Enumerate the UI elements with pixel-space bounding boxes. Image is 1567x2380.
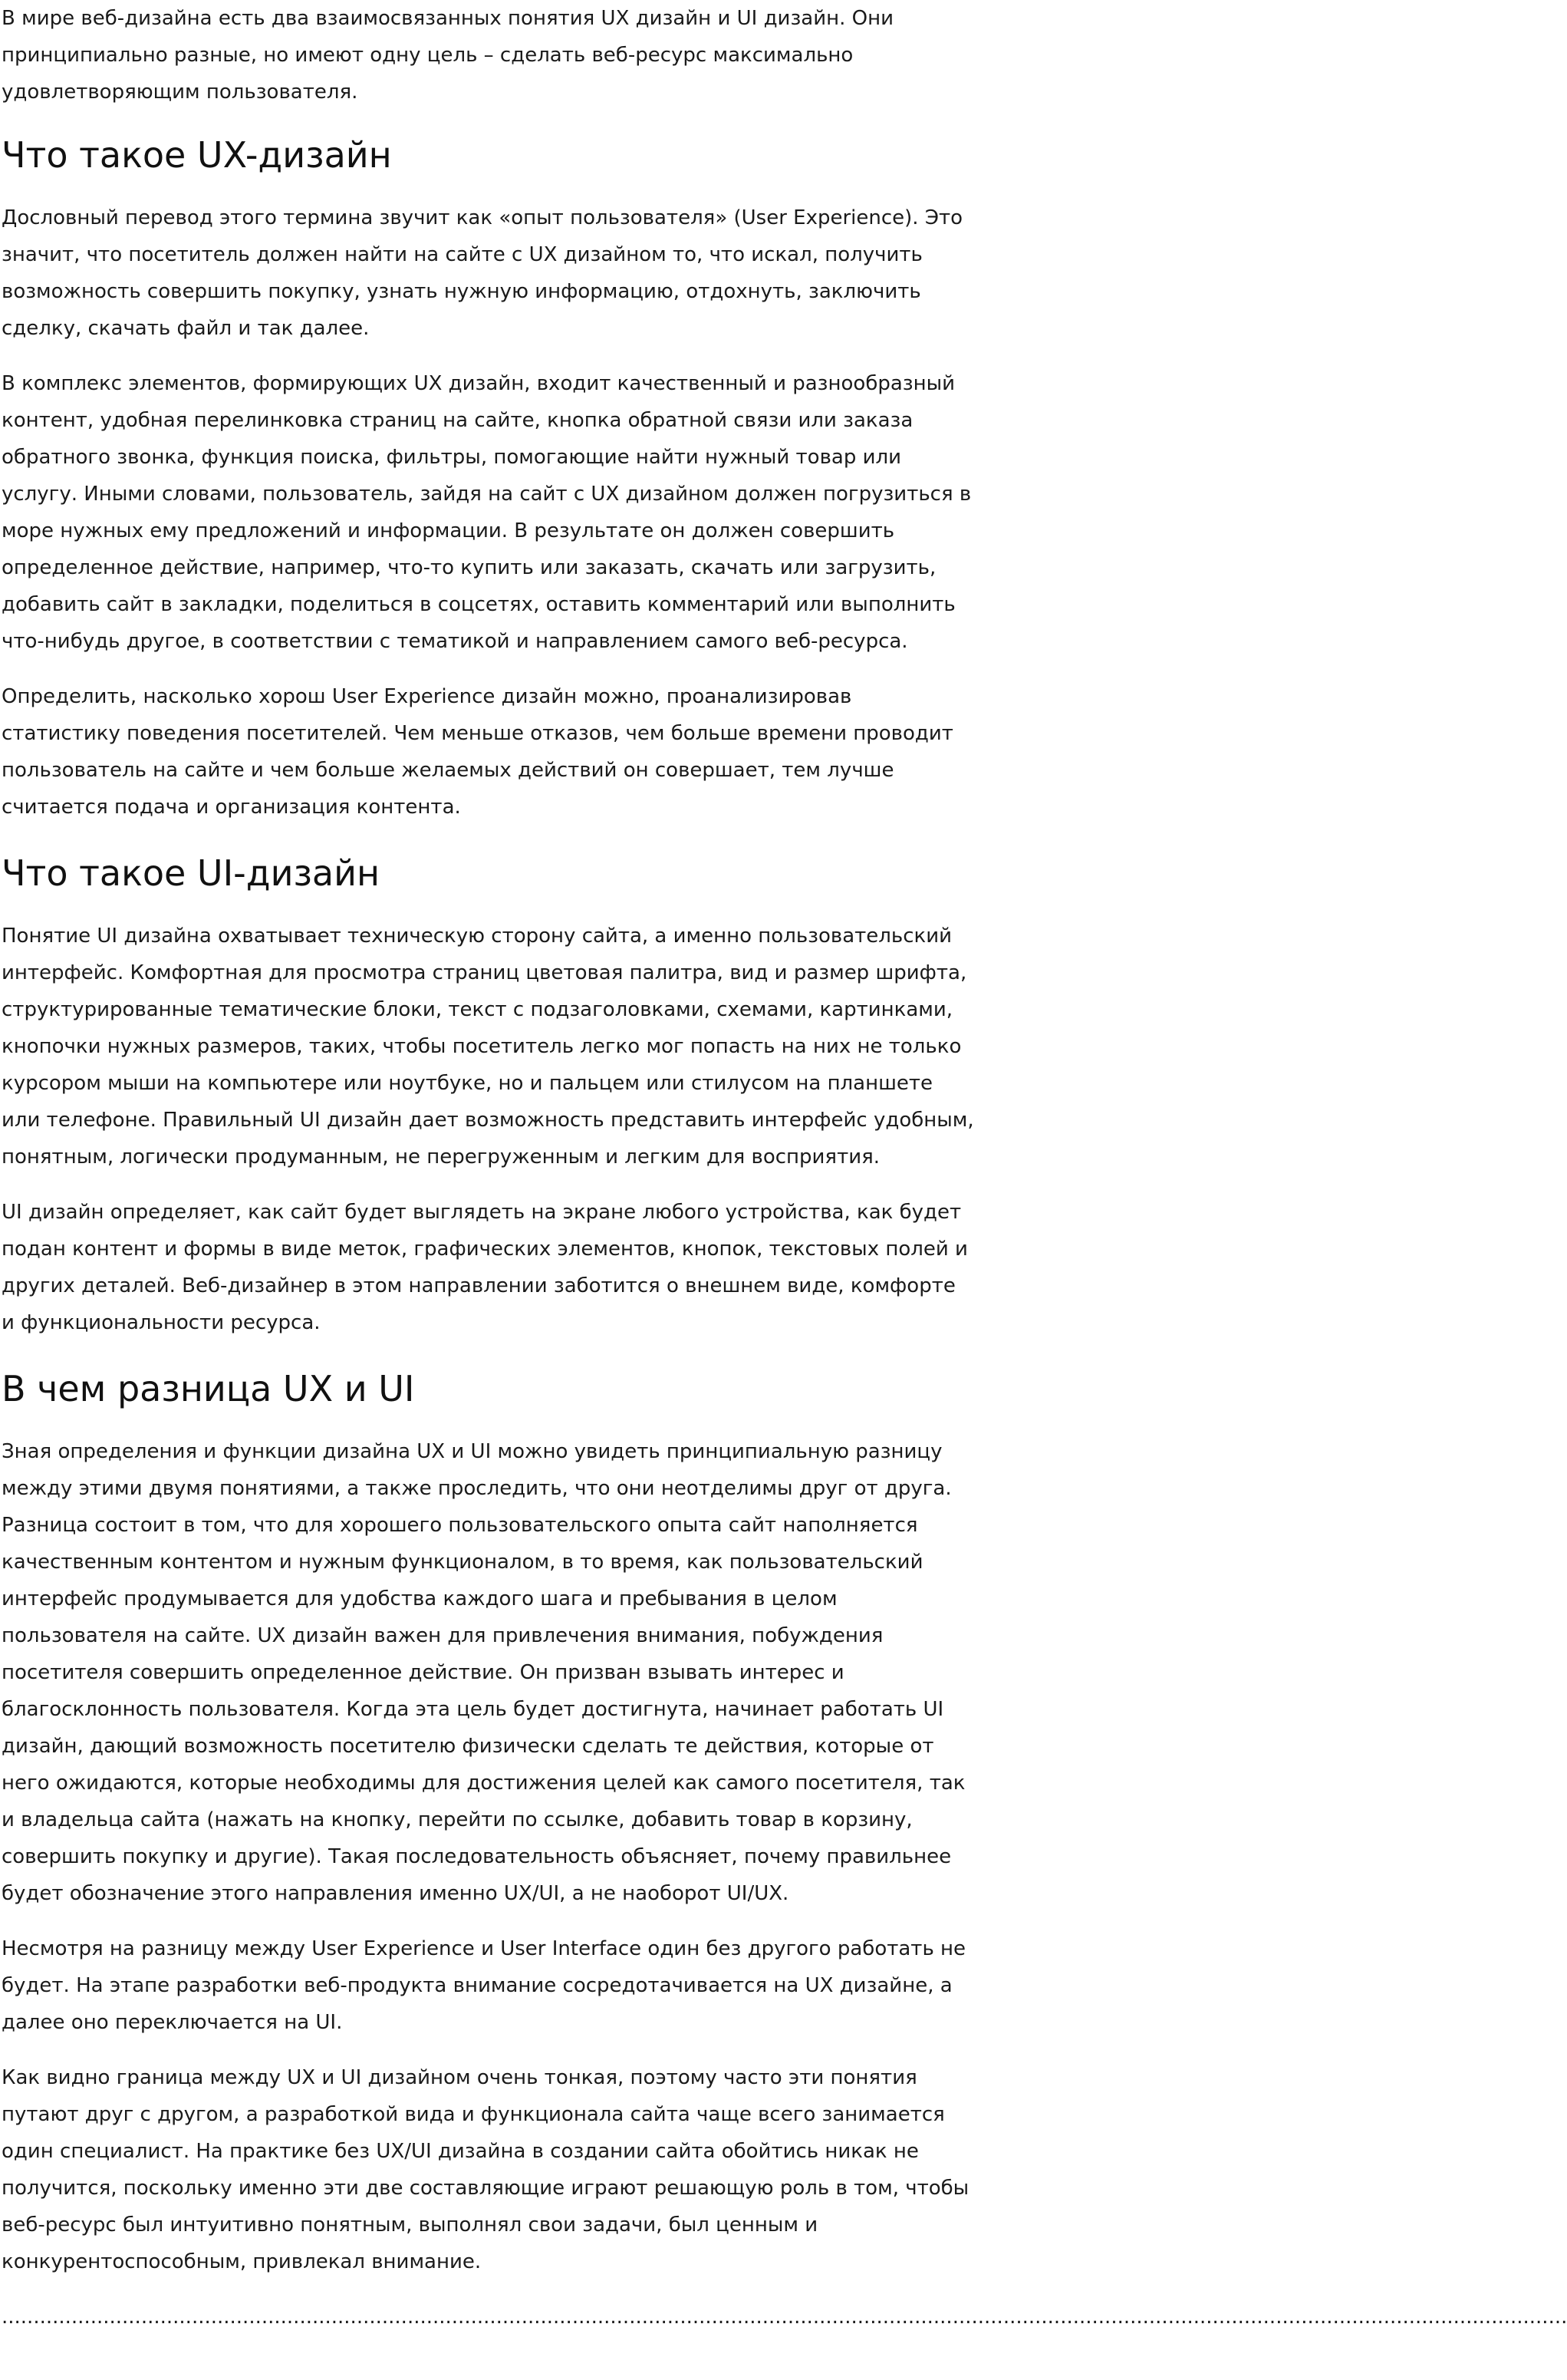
intro-paragraph: В мире веб-дизайна есть два взаимосвязанных понятия UX дизайн и UI дизайн. Они принципиально разные, но имеют одну цель – сделать веб-ресурс максимально удовлетворяющим пользователя. (2, 7, 894, 104)
difference-paragraph-2: Несмотря на разницу между User Experience и User Interface один без другого работать не будет. На этапе разработки веб-продукта внимание сосредотачивается на UX дизайне, а далее оно переключается на UI. (2, 1937, 966, 2034)
ux-paragraph-1: Дословный перевод этого термина звучит как «опыт пользователя» (User Experience). Это значит, что посетитель должен найти на сайте с UX дизайном то, что искал, получить возможность совершить покупку, узнать нужную информацию, отдохнуть, заключить сделку, скачать файл и так далее. (2, 206, 963, 340)
section-heading-ux: Что такое UX-дизайн (2, 134, 392, 176)
difference-paragraph-1: Зная определения и функции дизайна UX и UI можно увидеть принципиальную разницу между этими двумя понятиями, а также проследить, что они неотделимы друг от друга. Разница состоит в том, что для хорошего пользовательского опыта сайт наполняется качественным контентом и нужным функционалом, в то время, как пользовательский интерфейс продумывается для удобства каждого шага и пребывания в целом пользователя на сайте. UX дизайн важен для привлечения внимания, побуждения посетителя совершить определенное действие. Он призван взывать интерес и благосклонность пользователя. Когда эта цель будет достигнута, начинает работать UI дизайн, дающий возможность посетителю физически сделать те действия, которые от него ожидаются, которые необходимы для достижения целей как самого посетителя, так и владельца сайта (нажать на кнопку, перейти по ссылке, добавить товар в корзину, совершить покупку и другие). Такая последовательность объясняет, почему правильнее будет обозначение этого направления именно UX/UI, а не наоборот UI/UX. (2, 1440, 966, 1905)
dotted-separator: ....................................................................................................................................................................................................................................................... (2, 2306, 1567, 2329)
section-heading-ui: Что такое UI-дизайн (2, 852, 380, 894)
ux-paragraph-2: В комплекс элементов, формирующих UX дизайн, входит качественный и разнообразный контент, удобная перелинковка страниц на сайте, кнопка обратной связи или заказа обратного звонка, функция поиска, фильтры, помогающие найти нужный товар или услугу. Иными словами, пользователь, зайдя на сайт с UX дизайном должен погрузиться в море нужных ему предложений и информации. В результате он должен совершить определенное действие, например, что-то купить или заказать, скачать или загрузить, добавить сайт в закладки, поделиться в соцсетях, оставить комментарий или выполнить что-нибудь другое, в соответствии с тематикой и направлением самого веб-ресурса. (2, 372, 972, 653)
ui-paragraph-2: UI дизайн определяет, как сайт будет выглядеть на экране любого устройства, как будет подан контент и формы в виде меток, графических элементов, кнопок, текстовых полей и других деталей. Веб-дизайнер в этом направлении заботится о внешнем виде, комфорте и функциональности ресурса. (2, 1201, 968, 1334)
difference-paragraph-3: Как видно граница между UX и UI дизайном очень тонкая, поэтому часто эти понятия путают друг с другом, а разработкой вида и функционала сайта чаще всего занимается один специалист. На практике без UX/UI дизайна в создании сайта обойтись никак не получится, поскольку именно эти две составляющие играют решающую роль в том, чтобы веб-ресурс был интуитивно понятным, выполнял свои задачи, был ценным и конкурентоспособным, привлекал внимание. (2, 2066, 969, 2273)
ui-paragraph-1: Понятие UI дизайна охватывает техническую сторону сайта, а именно пользовательский интерфейс. Комфортная для просмотра страниц цветовая палитра, вид и размер шрифта, структурированные тематические блоки, текст с подзаголовками, схемами, картинками, кнопочки нужных размеров, таких, чтобы посетитель легко мог попасть на них не только курсором мыши на компьютере или ноутбуке, но и пальцем или стилусом на планшете или телефоне. Правильный UI дизайн дает возможность представить интерфейс удобным, понятным, логически продуманным, не перегруженным и легким для восприятия. (2, 925, 974, 1169)
section-heading-difference: В чем разница UX и UI (2, 1368, 415, 1409)
ux-paragraph-3: Определить, насколько хорош User Experience дизайн можно, проанализировав статистику поведения посетителей. Чем меньше отказов, чем больше времени проводит пользователь на сайте и чем больше желаемых действий он совершает, тем лучше считается подача и организация контента. (2, 685, 953, 819)
